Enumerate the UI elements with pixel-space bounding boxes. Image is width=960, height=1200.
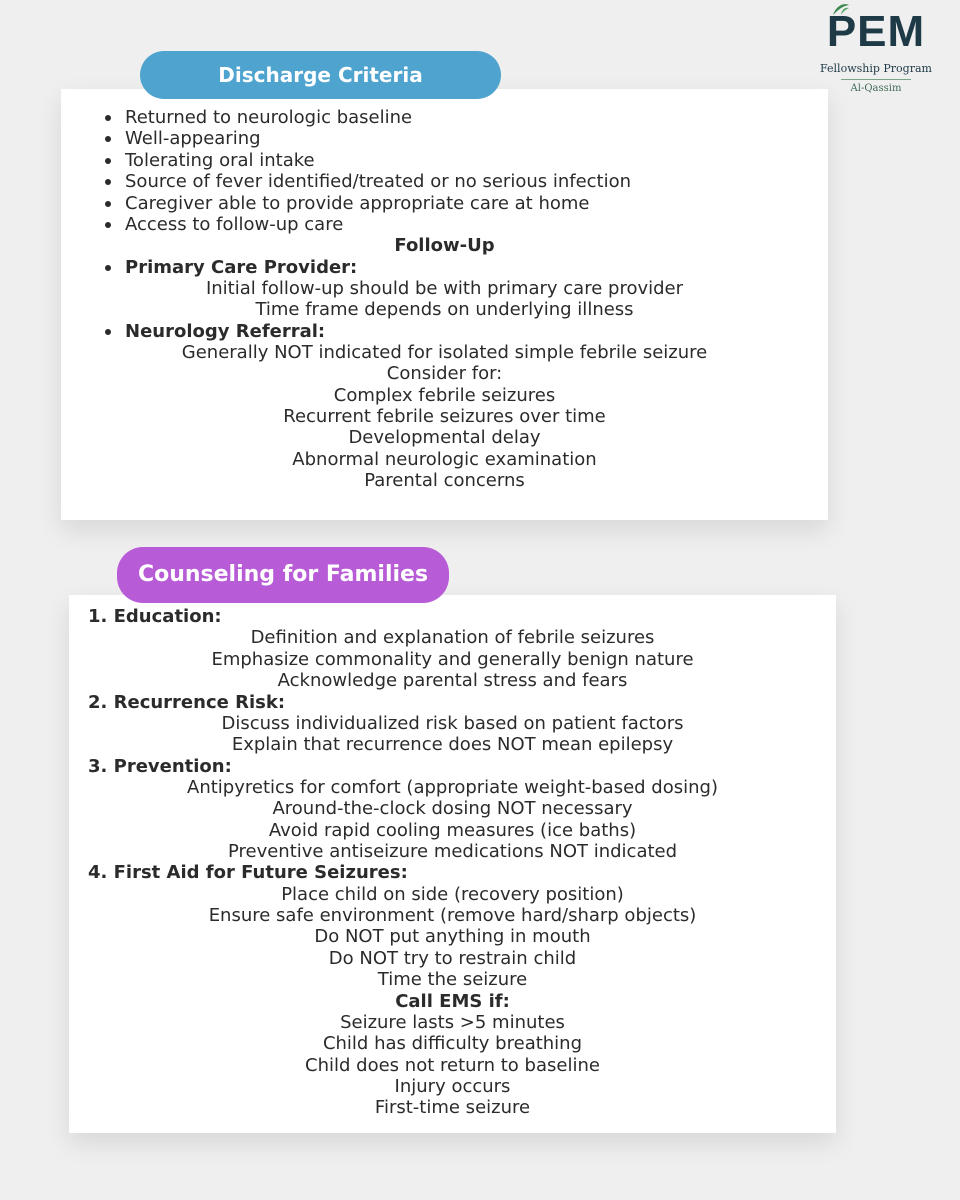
ems-line: Seizure lasts >5 minutes	[340, 1012, 565, 1033]
neurology-line: Parental concerns	[364, 470, 525, 491]
discharge-criteria-title: Discharge Criteria	[140, 51, 501, 99]
prevention-line: Avoid rapid cooling measures (ice baths)	[268, 820, 637, 841]
criteria-item: Caregiver able to provide appropriate care at home	[125, 193, 590, 214]
prevention-line: Preventive antiseizure medications NOT indicated	[227, 841, 678, 862]
neurology-line: Recurrent febrile seizures over time	[283, 406, 606, 427]
recurrence-line: Explain that recurrence does NOT mean epilepsy	[231, 734, 674, 755]
neurology-line: Developmental delay	[348, 427, 541, 448]
palm-leaf-icon	[832, 2, 848, 24]
ems-line: Injury occurs	[394, 1076, 511, 1097]
follow-up-heading: Follow-Up	[394, 235, 495, 256]
neurology-line: Abnormal neurologic examination	[292, 449, 597, 470]
logo-location: Al-Qassim	[850, 83, 902, 94]
recurrence-risk-label: 2. Recurrence Risk:	[88, 692, 286, 713]
call-ems-heading: Call EMS if:	[395, 991, 510, 1012]
criteria-item: Access to follow-up care	[125, 214, 344, 235]
counseling-title: Counseling for Families	[117, 547, 449, 603]
neurology-referral-label: Neurology Referral:	[125, 321, 326, 342]
ems-line: First-time seizure	[374, 1097, 531, 1118]
logo-subtitle: Fellowship Program	[820, 62, 932, 75]
first-aid-line: Do NOT put anything in mouth	[314, 926, 591, 947]
logo-text: PEM	[826, 7, 926, 56]
primary-care-line: Initial follow-up should be with primary care provider	[205, 278, 684, 299]
education-line: Acknowledge parental stress and fears	[277, 670, 628, 691]
logo-mark	[814, 8, 938, 56]
first-aid-line: Ensure safe environment (remove hard/sharp objects)	[208, 905, 697, 926]
prevention-line: Antipyretics for comfort (appropriate weight-based dosing)	[187, 777, 718, 798]
ems-line: Child does not return to baseline	[305, 1055, 600, 1076]
ems-line: Child has difficulty breathing	[322, 1033, 583, 1054]
neurology-line: Generally NOT indicated for isolated simple febrile seizure	[181, 342, 708, 363]
neurology-line: Complex febrile seizures	[333, 385, 556, 406]
logo-divider	[841, 79, 911, 80]
first-aid-line: Time the seizure	[377, 969, 528, 990]
primary-care-label: Primary Care Provider:	[125, 257, 358, 278]
neurology-line: Consider for:	[386, 363, 503, 384]
first-aid-line: Do NOT try to restrain child	[328, 948, 577, 969]
education-line: Emphasize commonality and generally benign nature	[211, 649, 694, 670]
prevention-label: 3. Prevention:	[88, 756, 232, 777]
criteria-item: Source of fever identified/treated or no serious infection	[125, 171, 632, 192]
criteria-item: Returned to neurologic baseline	[125, 107, 413, 128]
primary-care-line: Time frame depends on underlying illness	[255, 299, 634, 320]
education-line: Definition and explanation of febrile seizures	[250, 627, 655, 648]
prevention-line: Around-the-clock dosing NOT necessary	[272, 798, 633, 819]
criteria-item: Tolerating oral intake	[125, 150, 315, 171]
education-label: 1. Education:	[88, 606, 222, 627]
first-aid-label: 4. First Aid for Future Seizures:	[88, 862, 408, 883]
recurrence-line: Discuss individualized risk based on patient factors	[221, 713, 684, 734]
criteria-item: Well-appearing	[125, 128, 261, 149]
pem-logo	[814, 8, 938, 94]
first-aid-line: Place child on side (recovery position)	[281, 884, 624, 905]
